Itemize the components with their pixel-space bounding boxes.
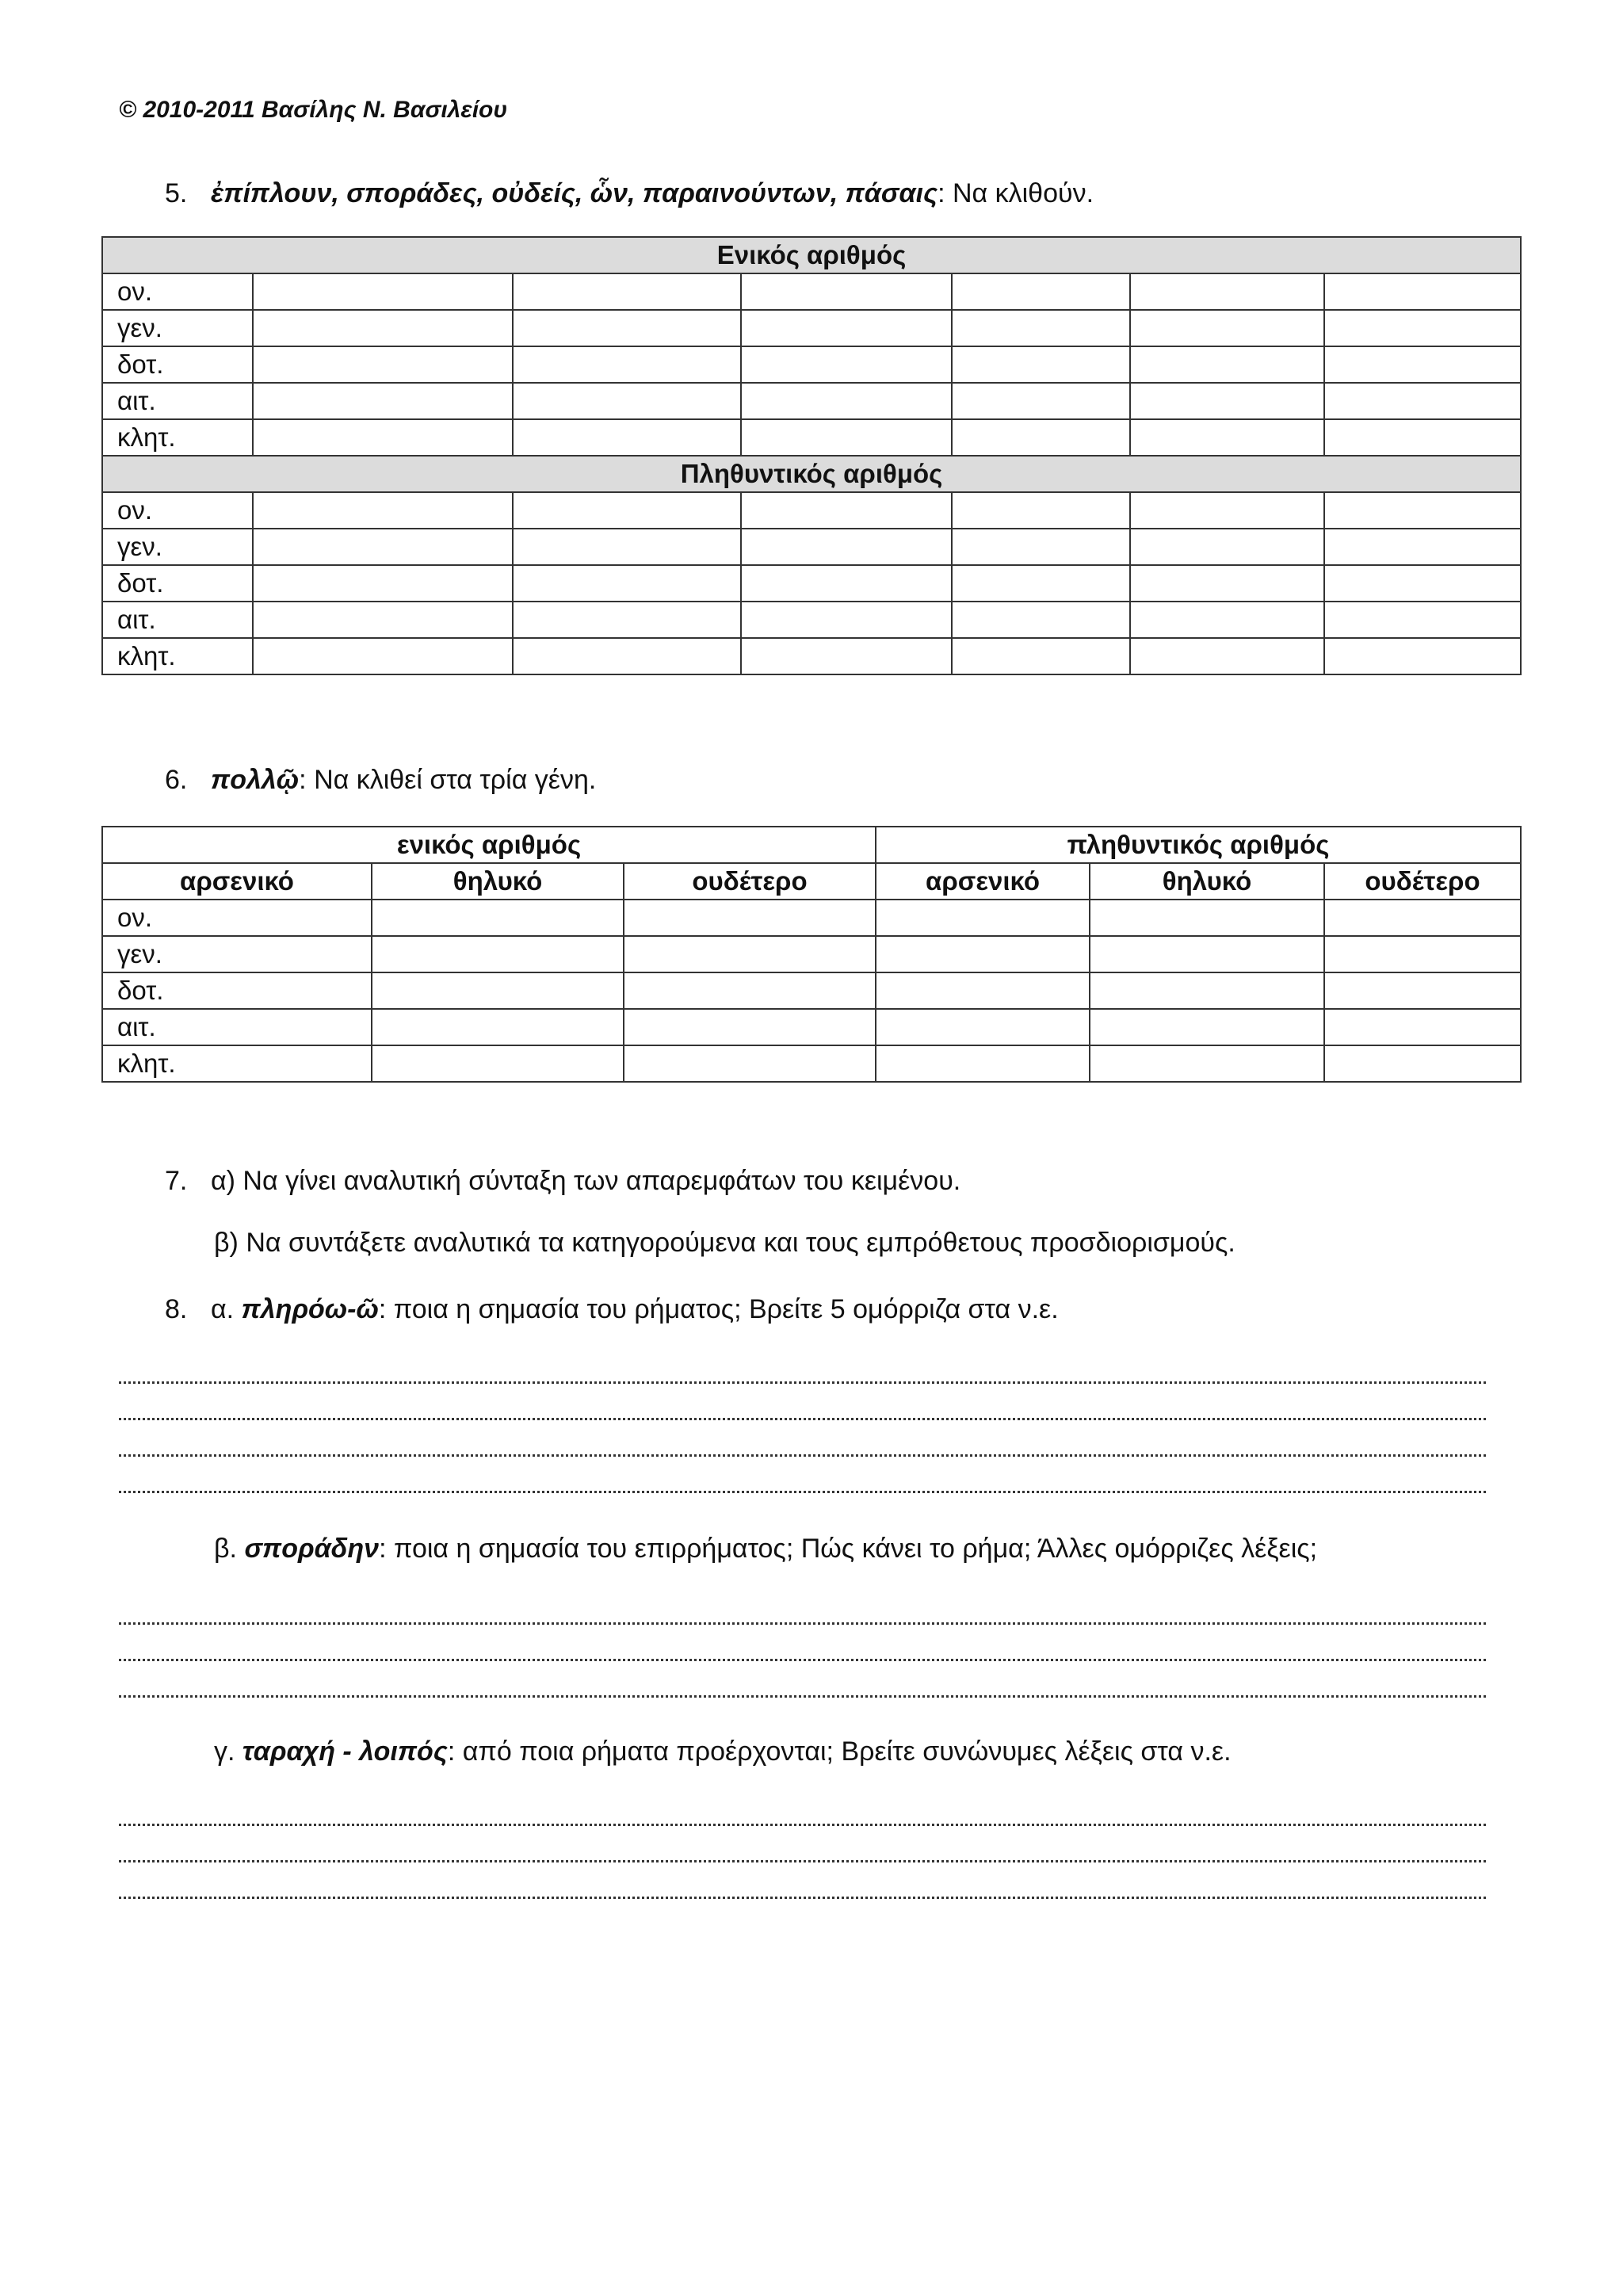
question-prefix: α.: [211, 1294, 242, 1324]
answer-cell[interactable]: [741, 529, 952, 565]
answer-cell[interactable]: [253, 419, 513, 456]
answer-cell[interactable]: [1130, 383, 1324, 419]
copyright-header: © 2010-2011 Βασίλης Ν. Βασιλείου: [119, 97, 508, 123]
answer-cell[interactable]: [1324, 346, 1521, 383]
answer-cell[interactable]: [1324, 565, 1521, 602]
question-8a: [165, 1292, 1059, 1327]
answer-cell[interactable]: [952, 383, 1130, 419]
answer-cell[interactable]: [952, 529, 1130, 565]
table-row: [102, 1009, 1521, 1045]
question-number: 5.: [165, 178, 188, 208]
answer-line[interactable]: [119, 1794, 1486, 1826]
question-word: πληρόω-ῶ: [241, 1294, 379, 1324]
answer-cell[interactable]: [741, 273, 952, 310]
answer-cell[interactable]: [1324, 900, 1521, 936]
question-text: : ποια η σημασία του ρήματος; Βρείτε 5 ομόρριζα στα ν.ε.: [378, 1294, 1059, 1324]
answer-cell[interactable]: [372, 900, 624, 936]
answer-cell[interactable]: [1130, 346, 1324, 383]
answer-cell[interactable]: [1090, 936, 1324, 972]
answer-cell[interactable]: [513, 310, 741, 346]
answer-cell[interactable]: [952, 273, 1130, 310]
answer-cell[interactable]: [741, 602, 952, 638]
answer-cell[interactable]: [1090, 972, 1324, 1009]
answer-cell[interactable]: [952, 638, 1130, 674]
answer-cell[interactable]: [1090, 1045, 1324, 1082]
table-row: [102, 346, 1521, 383]
answer-line[interactable]: [119, 1666, 1486, 1698]
answer-cell[interactable]: [513, 346, 741, 383]
gender-header: θηλυκό: [372, 863, 624, 900]
answer-cell[interactable]: [741, 492, 952, 529]
gender-header-row: [102, 863, 1521, 900]
answer-cell[interactable]: [513, 602, 741, 638]
answer-cell[interactable]: [513, 529, 741, 565]
answer-cell[interactable]: [1324, 1045, 1521, 1082]
gender-header: ουδέτερο: [1324, 863, 1521, 900]
answer-cell[interactable]: [1324, 492, 1521, 529]
table-row: [102, 310, 1521, 346]
answer-cell[interactable]: [513, 565, 741, 602]
declension-table-5: [101, 236, 1522, 675]
answer-cell[interactable]: [1130, 310, 1324, 346]
answer-cell[interactable]: [253, 565, 513, 602]
answer-cell[interactable]: [1324, 383, 1521, 419]
question-instruction: : Να κλιθεί στα τρία γένη.: [299, 765, 597, 795]
answer-cell[interactable]: [1130, 273, 1324, 310]
answer-line[interactable]: [119, 1461, 1486, 1493]
case-label: αιτ.: [102, 1009, 372, 1045]
answer-cell[interactable]: [952, 602, 1130, 638]
answer-cell[interactable]: [513, 638, 741, 674]
answer-cell[interactable]: [1130, 602, 1324, 638]
answer-cell[interactable]: [741, 310, 952, 346]
question-number: 8.: [165, 1294, 188, 1324]
answer-cell[interactable]: [741, 383, 952, 419]
answer-cell[interactable]: [253, 638, 513, 674]
answer-cell[interactable]: [624, 972, 876, 1009]
question-number: 7.: [165, 1166, 188, 1196]
answer-cell[interactable]: [1324, 419, 1521, 456]
answer-cell[interactable]: [876, 900, 1090, 936]
answer-line[interactable]: [119, 1629, 1486, 1661]
case-label: ον.: [102, 273, 253, 310]
question-prefix: γ.: [214, 1736, 242, 1767]
question-text: : ποια η σημασία του επιρρήματος; Πώς κάνει το ρήμα; Άλλες ομόρριζες λέξεις;: [379, 1534, 1318, 1564]
answer-cell[interactable]: [513, 419, 741, 456]
answer-cell[interactable]: [624, 936, 876, 972]
question-instruction: : Να κλιθούν.: [938, 178, 1094, 208]
table-row: [102, 273, 1521, 310]
answer-cell[interactable]: [1130, 492, 1324, 529]
question-8c: [214, 1734, 1232, 1769]
gender-header: αρσενικό: [876, 863, 1090, 900]
case-label: γεν.: [102, 936, 372, 972]
question-text: : από ποια ρήματα προέρχονται; Βρείτε συνώνυμες λέξεις στα ν.ε.: [447, 1736, 1232, 1767]
answer-cell[interactable]: [1090, 900, 1324, 936]
answer-cell[interactable]: [741, 346, 952, 383]
answer-cell[interactable]: [741, 638, 952, 674]
question-word: ταραχή - λοιπός: [242, 1736, 448, 1767]
case-label: κλητ.: [102, 1045, 372, 1082]
answer-cell[interactable]: [1324, 1009, 1521, 1045]
case-label: δοτ.: [102, 972, 372, 1009]
answer-cell[interactable]: [952, 492, 1130, 529]
answer-cell[interactable]: [253, 310, 513, 346]
plural-header: πληθυντικός αριθμός: [876, 827, 1521, 863]
answer-cell[interactable]: [253, 273, 513, 310]
plural-header: Πληθυντικός αριθμός: [102, 456, 1521, 492]
answer-cell[interactable]: [513, 492, 741, 529]
answer-cell[interactable]: [624, 1009, 876, 1045]
case-label: δοτ.: [102, 346, 253, 383]
answer-line[interactable]: [119, 1389, 1486, 1420]
answer-cell[interactable]: [253, 529, 513, 565]
answer-cell[interactable]: [1130, 565, 1324, 602]
answer-cell[interactable]: [1090, 1009, 1324, 1045]
answer-cell[interactable]: [876, 1009, 1090, 1045]
question-number: 6.: [165, 765, 188, 795]
answer-cell[interactable]: [1130, 529, 1324, 565]
answer-cell[interactable]: [372, 1009, 624, 1045]
answer-cell[interactable]: [624, 900, 876, 936]
case-label: αιτ.: [102, 383, 253, 419]
answer-cell[interactable]: [876, 972, 1090, 1009]
answer-cell[interactable]: [372, 1045, 624, 1082]
answer-cell[interactable]: [253, 492, 513, 529]
answer-cell[interactable]: [1324, 936, 1521, 972]
answer-cell[interactable]: [253, 383, 513, 419]
answer-cell[interactable]: [876, 1045, 1090, 1082]
answer-cell[interactable]: [1130, 419, 1324, 456]
answer-cell[interactable]: [513, 383, 741, 419]
singular-header: ενικός αριθμός: [102, 827, 876, 863]
answer-cell[interactable]: [741, 419, 952, 456]
answer-cell[interactable]: [876, 936, 1090, 972]
case-label: κλητ.: [102, 638, 253, 674]
gender-header: θηλυκό: [1090, 863, 1324, 900]
answer-line[interactable]: [119, 1352, 1486, 1384]
question-8b: [214, 1531, 1317, 1566]
answer-cell[interactable]: [253, 602, 513, 638]
answer-cell[interactable]: [952, 565, 1130, 602]
case-label: ον.: [102, 900, 372, 936]
answer-cell[interactable]: [372, 972, 624, 1009]
answer-cell[interactable]: [513, 273, 741, 310]
table-row: [102, 900, 1521, 936]
answer-cell[interactable]: [1130, 638, 1324, 674]
table-row: [102, 638, 1521, 674]
singular-header: Ενικός αριθμός: [102, 237, 1521, 273]
question-6: [165, 762, 596, 797]
answer-cell[interactable]: [1324, 972, 1521, 1009]
answer-cell[interactable]: [1324, 529, 1521, 565]
answer-cell[interactable]: [1324, 273, 1521, 310]
answer-cell[interactable]: [1324, 602, 1521, 638]
table-row: [102, 492, 1521, 529]
case-label: γεν.: [102, 529, 253, 565]
answer-line[interactable]: [119, 1831, 1486, 1862]
case-label: αιτ.: [102, 602, 253, 638]
question-7a: [165, 1163, 960, 1198]
case-label: γεν.: [102, 310, 253, 346]
answer-cell[interactable]: [952, 310, 1130, 346]
gender-header: αρσενικό: [102, 863, 372, 900]
answer-cell[interactable]: [372, 936, 624, 972]
case-label: ον.: [102, 492, 253, 529]
question-5: [165, 176, 1094, 211]
table-row: [102, 383, 1521, 419]
case-label: δοτ.: [102, 565, 253, 602]
question-prefix: β.: [214, 1534, 245, 1564]
answer-cell[interactable]: [952, 346, 1130, 383]
case-label: κλητ.: [102, 419, 253, 456]
question-words: ἐπίπλουν, σποράδες, οὐδείς, ὧν, παραινούντων, πάσαις: [211, 178, 938, 208]
table-row: [102, 1045, 1521, 1082]
answer-line[interactable]: [119, 1867, 1486, 1899]
table-row: [102, 936, 1521, 972]
table-row: [102, 565, 1521, 602]
gender-header: ουδέτερο: [624, 863, 876, 900]
declension-table-6: [101, 826, 1522, 1083]
answer-cell[interactable]: [624, 1045, 876, 1082]
answer-cell[interactable]: [741, 565, 952, 602]
table-row: [102, 419, 1521, 456]
table-row: [102, 529, 1521, 565]
answer-cell[interactable]: [1324, 310, 1521, 346]
question-text: α) Να γίνει αναλυτική σύνταξη των απαρεμφάτων του κειμένου.: [211, 1166, 961, 1196]
answer-cell[interactable]: [1324, 638, 1521, 674]
answer-line[interactable]: [119, 1425, 1486, 1457]
answer-cell[interactable]: [952, 419, 1130, 456]
answer-line[interactable]: [119, 1593, 1486, 1625]
question-word: πολλῷ: [211, 765, 300, 795]
answer-cell[interactable]: [253, 346, 513, 383]
table-row: [102, 602, 1521, 638]
question-7b: β) Να συντάξετε αναλυτικά τα κατηγορούμενα και τους εμπρόθετους προσδιορισμούς.: [214, 1228, 1235, 1258]
question-word: σποράδην: [244, 1534, 380, 1564]
table-row: [102, 972, 1521, 1009]
